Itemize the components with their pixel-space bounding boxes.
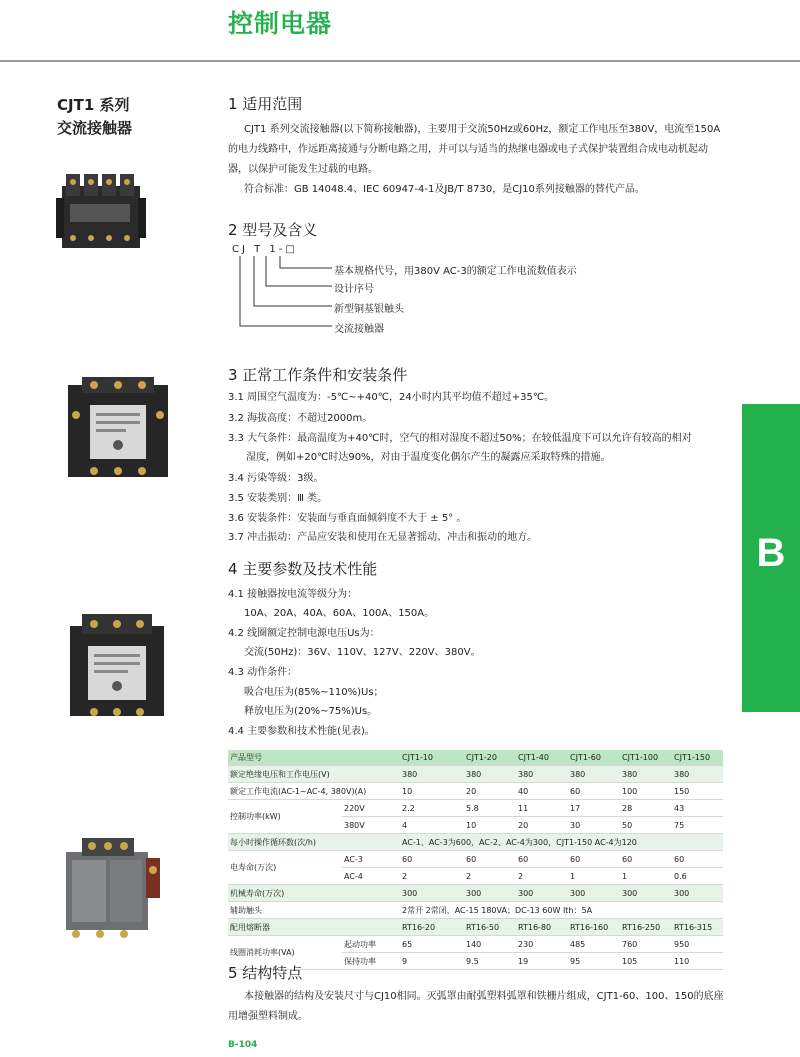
table-cell: 110 — [672, 953, 723, 970]
table-row — [228, 800, 723, 817]
row-label: 控制功率(kW) — [228, 800, 342, 834]
table-cell: 65 — [400, 936, 464, 953]
condition-item: 3.7 冲击振动：产品应安装和使用在无显著摇动、冲击和振动的地方。 — [228, 532, 538, 543]
model-label-spec: 基本规格代号，用380V AC-3的额定工作电流数值表示 — [334, 266, 577, 277]
table-cell: 30 — [568, 817, 620, 834]
param-item-detail: 10A、20A、40A、60A、100A、150A。 — [244, 608, 435, 619]
table-cell: 950 — [672, 936, 723, 953]
table-cell: 0.6 — [672, 868, 723, 885]
row-label: 额定绝缘电压和工作电压(V) — [228, 766, 400, 783]
table-cell: 20 — [464, 783, 516, 800]
page-number: B-104 — [228, 1040, 258, 1050]
section-5-body — [228, 987, 726, 1027]
table-cell-merged: AC-1、AC-3为600，AC-2、AC-4为300，CJT1-150 AC-4为120 — [400, 834, 723, 851]
param-item: 4.4 主要参数和技术性能(见表)。 — [228, 726, 375, 737]
table-header-cell: CJT1-10 — [400, 750, 464, 766]
param-item-detail: 交流(50Hz)：36V、110V、127V、220V、380V。 — [244, 647, 481, 658]
table-cell: 760 — [620, 936, 672, 953]
header-divider — [0, 60, 800, 62]
product-type-title: 交流接触器 — [57, 119, 133, 137]
condition-item: 3.4 污染等级：3级。 — [228, 473, 324, 484]
section-1-paragraph-1: CJT1 系列交流接触器(以下简称接触器)，主要用于交流50Hz或60Hz，额定工作电压至380V，电流至150A的电力线路中，作远距离接通与分断电路之用，并可以与适当的热继电器或电子式保护装置组合成电动机起动器，以保护可能发生过载的电路。 — [228, 124, 721, 175]
table-cell: 4 — [400, 817, 464, 834]
table-cell: RT16-250 — [620, 919, 672, 936]
table-cell: 380 — [400, 766, 464, 783]
table-cell: 60 — [568, 783, 620, 800]
table-cell: RT16-50 — [464, 919, 516, 936]
param-item: 4.2 线圈额定控制电源电压Us为： — [228, 628, 380, 639]
table-cell: 1 — [568, 868, 620, 885]
table-cell: 10 — [464, 817, 516, 834]
product-series-title: CJT1 系列 — [57, 96, 130, 114]
row-sublabel: AC-4 — [342, 868, 400, 885]
model-label-type: 交流接触器 — [334, 324, 384, 335]
row-label: 线圈消耗功率(VA) — [228, 936, 342, 970]
table-header-row — [228, 750, 723, 766]
table-cell: 43 — [672, 800, 723, 817]
table-cell: RT16-20 — [400, 919, 464, 936]
table-cell: 5.8 — [464, 800, 516, 817]
table-cell: 60 — [516, 851, 568, 868]
param-item: 4.1 接触器按电流等级分为： — [228, 589, 358, 600]
row-sublabel: 保持功率 — [342, 953, 400, 970]
table-cell: 40 — [516, 783, 568, 800]
section-1-body — [228, 120, 726, 200]
table-cell: 28 — [620, 800, 672, 817]
row-label: 配用熔断器 — [228, 919, 400, 936]
contactor-photo-3 — [62, 612, 172, 724]
table-cell: 19 — [516, 953, 568, 970]
table-cell: 140 — [464, 936, 516, 953]
table-header-cell: CJT1-20 — [464, 750, 516, 766]
condition-item-continued: 湿度，例如+20℃时达90%，对由于温度变化偶尔产生的凝露应采取特殊的措施。 — [246, 452, 611, 463]
table-cell: 95 — [568, 953, 620, 970]
table-cell: 300 — [400, 885, 464, 902]
table-row — [228, 851, 723, 868]
table-cell: 230 — [516, 936, 568, 953]
row-label: 额定工作电流(AC-1~AC-4, 380V)(A) — [228, 783, 400, 800]
table-cell: 60 — [672, 851, 723, 868]
table-cell: RT16-80 — [516, 919, 568, 936]
table-cell: 75 — [672, 817, 723, 834]
condition-item: 3.3 大气条件：最高温度为+40℃时，空气的相对湿度不超过50%；在较低温度下可以允许有较高的相对 — [228, 433, 692, 444]
table-cell: 2 — [464, 868, 516, 885]
row-sublabel: 220V — [342, 800, 400, 817]
page-header-title: 控制电器 — [228, 9, 333, 38]
table-cell: 380 — [568, 766, 620, 783]
table-header-cell: 产品型号 — [228, 750, 400, 766]
row-label: 每小时操作循环数(次/h) — [228, 834, 400, 851]
table-cell: 20 — [516, 817, 568, 834]
model-label-contact: 新型铜基银触头 — [334, 304, 404, 315]
section-4-title: 4 主要参数及技术性能 — [228, 560, 378, 578]
table-row — [228, 902, 723, 919]
param-item-detail: 释放电压为(20%~75%)Us。 — [244, 706, 378, 717]
table-cell: 300 — [516, 885, 568, 902]
table-cell: 2 — [516, 868, 568, 885]
table-cell: 100 — [620, 783, 672, 800]
section-1-paragraph-2: 符合标准：GB 14048.4、IEC 60947-4-1及JB/T 8730，是CJ10系列接触器的替代产品。 — [244, 184, 645, 195]
table-header-cell: CJT1-60 — [568, 750, 620, 766]
condition-item: 3.1 周围空气温度为：-5℃~+40℃，24小时内其平均值不超过+35℃。 — [228, 392, 555, 403]
chapter-tab-letter: B — [756, 531, 786, 575]
table-cell: 380 — [516, 766, 568, 783]
condition-item: 3.6 安装条件：安装面与垂直面倾斜度不大于 ± 5° 。 — [228, 513, 467, 524]
table-cell: 380 — [620, 766, 672, 783]
section-2-title: 2 型号及含义 — [228, 221, 318, 239]
condition-item: 3.2 海拔高度：不超过2000m。 — [228, 413, 373, 424]
row-label: 电寿命(万次) — [228, 851, 342, 885]
row-label: 机械寿命(万次) — [228, 885, 400, 902]
row-sublabel: 起动功率 — [342, 936, 400, 953]
table-cell: 10 — [400, 783, 464, 800]
table-row — [228, 919, 723, 936]
table-cell: 60 — [400, 851, 464, 868]
section-5-paragraph: 本接触器的结构及安装尺寸与CJ10相同。灭弧罩由耐弧塑料弧罩和铁栅片组成，CJT1-60、100、150的底座用增强塑料制成。 — [228, 991, 724, 1022]
param-item: 4.3 动作条件： — [228, 667, 298, 678]
table-cell: RT16-315 — [672, 919, 723, 936]
row-label: 辅助触头 — [228, 902, 400, 919]
table-cell: 17 — [568, 800, 620, 817]
table-row — [228, 885, 723, 902]
table-row — [228, 783, 723, 800]
param-item-detail: 吸合电压为(85%~110%)Us； — [244, 687, 384, 698]
condition-item: 3.5 安装类别：Ⅲ 类。 — [228, 493, 328, 504]
row-sublabel: AC-3 — [342, 851, 400, 868]
model-code-diagram-lines — [228, 254, 338, 338]
table-cell: 9.5 — [464, 953, 516, 970]
table-cell: 380 — [464, 766, 516, 783]
contactor-photo-1 — [56, 168, 146, 256]
table-cell: 60 — [568, 851, 620, 868]
table-cell: 300 — [568, 885, 620, 902]
table-cell: 150 — [672, 783, 723, 800]
table-row — [228, 766, 723, 783]
table-cell: 105 — [620, 953, 672, 970]
row-sublabel: 380V — [342, 817, 400, 834]
table-header-cell: CJT1-150 — [672, 750, 723, 766]
table-header-cell: CJT1-100 — [620, 750, 672, 766]
table-cell: RT16-160 — [568, 919, 620, 936]
table-cell: 300 — [464, 885, 516, 902]
table-cell-merged: 2常开 2常闭，AC-15 180VA；DC-13 60W Ith：5A — [400, 902, 723, 919]
table-cell: 2 — [400, 868, 464, 885]
contactor-photo-2 — [60, 375, 176, 485]
table-cell: 60 — [464, 851, 516, 868]
table-cell: 485 — [568, 936, 620, 953]
table-row — [228, 936, 723, 953]
table-row — [228, 834, 723, 851]
section-5-title: 5 结构特点 — [228, 964, 303, 982]
contactor-photo-4 — [52, 830, 170, 942]
section-1-title: 1 适用范围 — [228, 95, 303, 113]
table-cell: 300 — [672, 885, 723, 902]
model-code: CJ T 1-□ — [232, 244, 298, 255]
table-cell: 2.2 — [400, 800, 464, 817]
table-cell: 11 — [516, 800, 568, 817]
table-cell: 380 — [672, 766, 723, 783]
model-label-design: 设计序号 — [334, 284, 374, 295]
table-cell: 300 — [620, 885, 672, 902]
section-3-title: 3 正常工作条件和安装条件 — [228, 366, 408, 384]
table-cell: 60 — [620, 851, 672, 868]
table-cell: 9 — [400, 953, 464, 970]
table-cell: 1 — [620, 868, 672, 885]
table-header-cell: CJT1-40 — [516, 750, 568, 766]
spec-table — [228, 750, 723, 970]
table-cell: 50 — [620, 817, 672, 834]
